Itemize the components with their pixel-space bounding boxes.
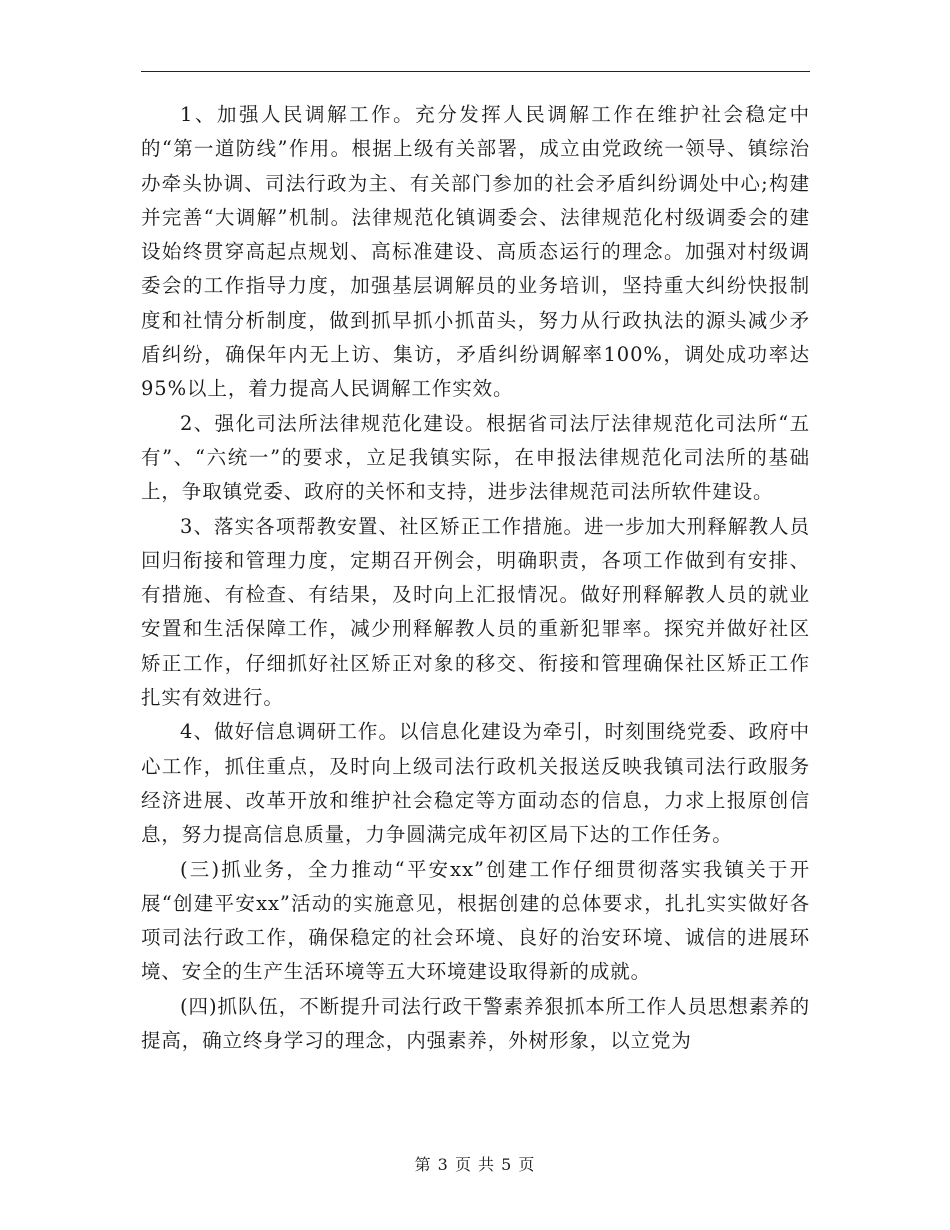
- page-footer: [0, 1154, 950, 1176]
- paragraph-section-three: (三)抓业务，全力推动“平安xx”创建工作仔细贯彻落实我镇关于开展“创建平安xx”活动的实施意见，根据创建的总体要求，扎扎实实做好各项司法行政工作，确保稳定的社会环境、良好的治安环境、诚信的进展环境、安全的生产生活环境等五大环境建设取得新的成就。: [141, 857, 810, 984]
- body-text: [141, 98, 810, 1058]
- paragraph-rehabilitation: 3、落实各项帮教安置、社区矫正工作措施。进一步加大刑释解教人员回归衔接和管理力度，定期召开例会，明确职责，各项工作做到有安排、有措施、有检查、有结果，及时向上汇报情况。做好刑释解教人员的就业安置和生活保障工作，减少刑释解教人员的重新犯罪率。探究并做好社区矫正工作，仔细抓好社区矫正对象的移交、衔接和管理确保社区矫正工作扎实有效进行。: [141, 514, 810, 710]
- paragraph-information-research: 4、做好信息调研工作。以信息化建设为牵引，时刻围绕党委、政府中心工作，抓住重点，及时向上级司法行政机关报送反映我镇司法行政服务经济进展、改革开放和维护社会稳定等方面动态的信息，力求上报原创信息，努力提高信息质量，力争圆满完成年初区局下达的工作任务。: [141, 720, 810, 847]
- paragraph-mediation: 1、加强人民调解工作。充分发挥人民调解工作在维护社会稳定中的“第一道防线”作用。根据上级有关部署，成立由党政统一领导、镇综治办牵头协调、司法行政为主、有关部门参加的社会矛盾纠纷调处中心;构建并完善“大调解”机制。法律规范化镇调委会、法律规范化村级调委会的建设始终贯穿高起点规划、高标准建设、高质态运行的理念。加强对村级调委会的工作指导力度，加强基层调解员的业务培训，坚持重大纠纷快报制度和社情分析制度，做到抓早抓小抓苗头，努力从行政执法的源头减少矛盾纠纷，确保年内无上访、集访，矛盾纠纷调解率100%，调处成功率达95%以上，着力提高人民调解工作实效。: [141, 103, 810, 401]
- paragraph-judicial-office: 2、强化司法所法律规范化建设。根据省司法厅法律规范化司法所“五有”、“六统一”的要求，立足我镇实际，在申报法律规范化司法所的基础上，争取镇党委、政府的关怀和支持，进步法律规范司法所软件建设。: [141, 411, 810, 504]
- header-rule: [141, 71, 810, 72]
- page-number: 第 3 页 共 5 页: [414, 1155, 536, 1174]
- paragraph-section-four: (四)抓队伍，不断提升司法行政干警素养狠抓本所工作人员思想素养的提高，确立终身学习的理念，内强素养，外树形象，以立党为: [141, 994, 810, 1053]
